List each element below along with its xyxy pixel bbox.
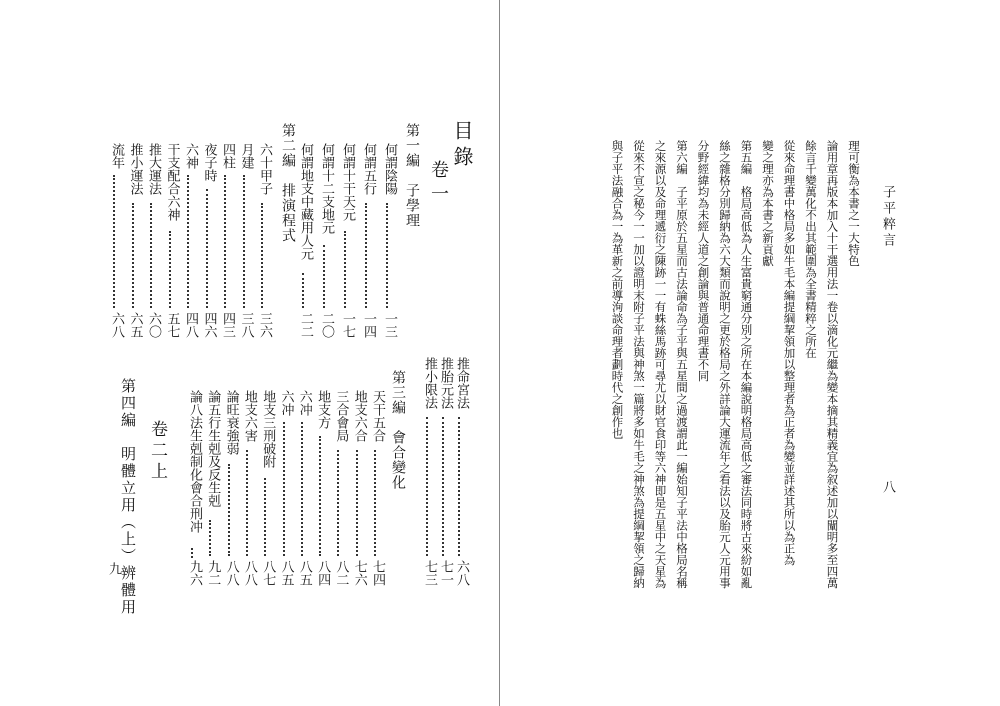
prose-column: 第六編 子平原於五星而古法論命為子平與五星間之過渡謂此一編始知子平法中格局名稱 [675,140,689,589]
toc-leader-dots [228,464,230,556]
toc-entry-page: 八七 [260,560,276,586]
toc-entry-label: 何謂十干天元 [340,143,355,221]
toc-leader-dots [374,450,376,556]
toc-leader-dots [206,189,208,308]
volume-one-heading: 卷一 [428,160,449,208]
toc-entry-page: 七四 [370,560,385,586]
toc-entry-label: 論五行生剋及反生剋 [205,390,221,507]
prose-column: 從來命理書中格局多如牛毛本編提綱挈領加以整理者為正者為變並詳述其所以為正為 [782,140,797,566]
toc-title: 目錄 [450,120,474,172]
toc-leader-dots [458,417,460,556]
toc-entry-label: 推小運法 [127,143,143,195]
toc-entry-label: 何謂陰陽 [382,143,397,195]
toc-leader-dots [426,417,428,556]
toc-leader-dots [319,436,321,556]
toc-entry-label: 三合會局 [333,390,349,442]
toc-leader-dots [243,175,245,308]
toc-entry-page: 一三 [382,312,397,338]
toc-entry-page: 八二 [333,560,349,586]
toc-entry-label: 六十甲子 [257,143,272,195]
toc-leader-dots [264,478,266,556]
toc-leader-dots [323,245,325,308]
toc-leader-dots [261,203,263,308]
prose-column: 餘言千變萬化不出其範圍為全書精粹之所在 [804,140,818,359]
toc-entry-page: 六八 [454,560,469,586]
toc-entry-page: 七三 [422,560,437,586]
prose-column: 論用章再版本加入十干選用法一卷以滴化元繼為變本摘其精義宜為叙述加以闡明多至四萬 [825,140,840,589]
prose-column: 從來不宣之秘今一一加以證明末附子平法與神煞一篇將多如牛毛之神煞為提綱挈領之歸納 [632,140,646,589]
toc-entry-page: 一七 [340,312,355,338]
toc-entry-label: 干支配合六神 [164,143,180,221]
toc-entry-page: 八四 [315,560,331,586]
toc-entry-page: 二二 [298,312,313,338]
running-header: 子平粹言 [880,185,895,249]
toc-entry-label: 何謂五行 [361,143,376,195]
toc-entry-page: 九六 [187,560,202,586]
toc-entry-page: 四六 [201,312,217,338]
section-three-heading: 第三編 會合變化 [390,370,406,490]
section-one-heading: 第一編 子學理 [404,123,420,228]
prose-column: 變之理亦為本書之新貢獻 [761,140,775,267]
toc-leader-dots [246,450,248,556]
toc-entry-page: 六〇 [146,312,161,338]
left-page-number: 九 [106,562,121,575]
toc-entry-label: 六冲 [296,390,312,416]
toc-entry-label: 地支方 [315,390,331,429]
toc-leader-dots [187,175,189,308]
toc-entry-page: 七六 [351,560,367,586]
volume-two-heading: 卷二上 [147,420,167,483]
toc-entry-label: 論八法生剋制化會合刑冲 [187,390,202,533]
toc-entry-page: 四八 [183,312,198,338]
toc-leader-dots [113,175,115,308]
toc-leader-dots [344,231,346,308]
toc-leader-dots [386,203,388,308]
prose-column: 分野經緯均為未經人道之創論與普通命理書不同 [696,140,711,382]
toc-leader-dots [356,450,358,556]
toc-entry-label: 何謂地支中藏用人元 [298,143,313,260]
toc-entry-label: 流年 [109,143,124,169]
prose-column: 與子平法融合為一為革新之前導洵談命理者劃時代之創作也 [610,140,625,439]
prose-column: 絲之雜格分別歸納為六大類而說明之更於格局之外詳論大運流年之看法以及胎元人元用事 [718,140,732,589]
toc-entry-page: 六五 [127,312,143,338]
toc-leader-dots [301,422,303,556]
prose-column: 之來源以及命理遞衍之陳跡一一有蛛絲馬跡可尋尤以財官食印等六神即是五星中之天星為 [653,140,668,589]
toc-entry-label: 四柱 [220,143,235,169]
toc-entry-label: 推胎元法 [438,357,453,409]
toc-entry-label: 月建 [238,143,254,169]
toc-entry-page: 二〇 [319,312,334,338]
right-page-number: 八 [880,480,895,493]
toc-leader-dots [365,203,367,308]
toc-entry-label: 六冲 [278,390,294,416]
toc-entry-page: 六八 [109,312,124,338]
toc-entry-label: 地支六合 [351,390,367,442]
toc-entry-label: 天干五合 [370,390,385,442]
toc-entry-page: 一四 [361,312,376,338]
toc-entry-page: 七一 [438,560,453,586]
toc-entry-label: 推小限法 [422,357,437,409]
toc-leader-dots [150,203,152,308]
toc-entry-page: 三八 [238,312,254,338]
toc-entry-label: 地支六害 [241,390,257,442]
toc-entry-label: 六神 [183,143,198,169]
toc-leader-dots [337,450,339,556]
toc-entry-page: 八八 [223,560,239,586]
toc-entry-page: 八五 [278,560,294,586]
toc-leader-dots [442,417,444,556]
toc-leader-dots [169,231,171,308]
toc-entry-label: 推大運法 [146,143,161,195]
toc-entry-page: 五七 [164,312,180,338]
toc-leader-dots [283,422,285,556]
prose-column: 第五編 格局高低為人生富貴窮通分別之所在本編說明格局高低之審法同時將古來紛如亂 [739,140,754,589]
toc-entry-label: 何謂十二支地元 [319,143,334,234]
toc-leader-dots [132,203,134,308]
toc-entry-page: 三六 [257,312,272,338]
right-page [500,0,1000,706]
toc-leader-dots [209,520,211,556]
toc-entry-page: 八八 [241,560,257,586]
toc-entry-label: 夜子時 [201,143,217,182]
toc-entry-page: 四三 [220,312,235,338]
toc-entry-label: 論旺衰強弱 [223,390,239,455]
toc-leader-dots [302,273,304,308]
toc-entry-label: 推命宮法 [454,357,469,409]
section-four-heading: 第四編 明體立用（上）辨體用 [119,378,137,616]
prose-column: 理可衡為本書之一大特色 [847,140,861,267]
section-two-heading: 第二編 排演程式 [280,123,296,243]
toc-entry-page: 九二 [205,560,221,586]
toc-entry-page: 八五 [296,560,312,586]
toc-leader-dots [224,175,226,308]
toc-entry-label: 地支三刑破附 [260,390,276,468]
toc-leader-dots [191,548,193,558]
